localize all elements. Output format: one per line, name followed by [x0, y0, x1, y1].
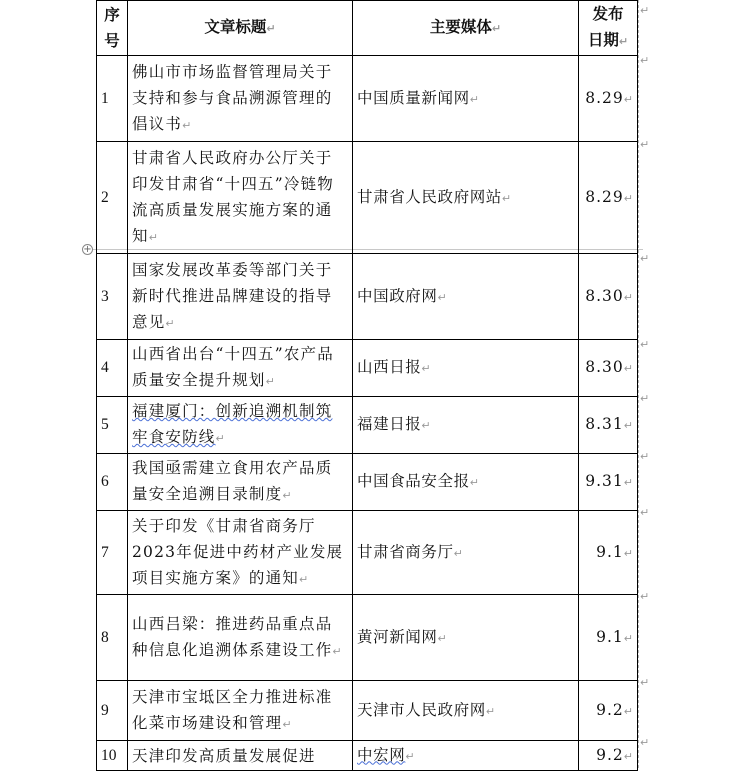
media-source-text: 天津市人民政府网: [357, 700, 486, 719]
table-move-handle[interactable]: +: [83, 244, 92, 255]
article-title: [128, 454, 353, 511]
header-media: [353, 1, 579, 56]
publish-date-text: 8.30: [585, 286, 624, 305]
publish-date-text: 9.1: [596, 542, 624, 561]
media-source-text: 中宏网: [357, 745, 406, 764]
row-number: 5: [97, 397, 128, 454]
paragraph-mark: ↵: [623, 749, 633, 763]
row-number: 4: [97, 340, 128, 397]
end-of-row-mark: ↵: [640, 338, 650, 351]
publish-date-text: 9.2: [596, 745, 624, 764]
paragraph-mark: ↵: [469, 476, 479, 489]
media-source-text: 福建日报: [357, 415, 422, 433]
row-number: 7: [97, 511, 128, 595]
paragraph-mark: ↵: [266, 22, 276, 35]
table-row: [97, 454, 638, 511]
publish-date: [579, 56, 638, 142]
article-title-text: 福建厦门：创新追溯机制筑牢食安防线: [132, 402, 333, 446]
header-title: [128, 1, 353, 56]
paragraph-mark: ↵: [421, 362, 431, 375]
paragraph-mark: ↵: [282, 489, 292, 502]
media-source-text: 中国质量新闻网: [357, 88, 470, 107]
article-title: [128, 142, 353, 254]
paragraph-mark: ↵: [215, 432, 225, 445]
header-seq-line1: 序: [104, 5, 120, 24]
end-of-row-mark: ↵: [640, 54, 650, 67]
media-source: [353, 340, 579, 397]
article-title-text: 甘肃省人民政府办公厅关于印发甘肃省“十四五”冷链物流高质量发展实施方案的通知: [132, 148, 334, 245]
media-source-text: 甘肃省商务厅: [357, 542, 454, 561]
media-source: [353, 741, 579, 771]
paragraph-mark: ↵: [182, 118, 192, 132]
table-row: [97, 56, 638, 142]
paragraph-mark: ↵: [491, 22, 502, 35]
publish-date: [579, 142, 638, 254]
publish-date-text: 9.1: [596, 627, 624, 646]
end-of-row-mark: ↵: [640, 506, 650, 519]
paragraph-mark: ↵: [623, 290, 633, 304]
publish-date: [579, 511, 638, 595]
paragraph-mark: ↵: [469, 92, 479, 106]
right-margin-guide: [638, 0, 639, 768]
paragraph-mark: ↵: [282, 717, 292, 731]
article-title-text: 山西吕梁：推进药品重点品种信息化追溯体系建设工作: [132, 614, 333, 659]
paragraph-mark: ↵: [165, 316, 175, 330]
media-source-text: 黄河新闻网: [357, 627, 438, 646]
publish-date: [579, 595, 638, 681]
paragraph-mark: ↵: [437, 631, 447, 645]
article-title: [128, 254, 353, 340]
publish-date: [579, 340, 638, 397]
publish-date: [579, 454, 638, 511]
end-of-row-mark: ↵: [640, 736, 650, 749]
table-row: [97, 142, 638, 254]
media-source-text: 中国食品安全报: [357, 472, 470, 490]
media-source: [353, 254, 579, 340]
paragraph-mark: ↵: [623, 191, 633, 205]
article-title: [128, 511, 353, 595]
end-of-row-mark: ↵: [640, 4, 650, 17]
table-row: [97, 741, 638, 771]
publish-date-text: 8.29: [585, 88, 624, 107]
paragraph-mark: ↵: [623, 362, 633, 375]
row-number: 2: [97, 142, 128, 254]
end-of-row-mark: ↵: [640, 450, 650, 463]
row-number: 10: [97, 741, 128, 771]
publish-date-text: 9.31: [585, 472, 624, 490]
media-source: [353, 397, 579, 454]
paragraph-mark: ↵: [501, 191, 512, 205]
media-source: [353, 595, 579, 681]
article-title: [128, 397, 353, 454]
table-row: [97, 397, 638, 454]
publish-date: [579, 741, 638, 771]
media-source-text: 中国政府网: [357, 286, 438, 305]
header-seq-line2: 号: [104, 31, 120, 50]
header-title-label: 文章标题: [204, 17, 267, 36]
row-number: 6: [97, 454, 128, 511]
article-title: [128, 340, 353, 397]
paragraph-mark: ↵: [623, 631, 633, 645]
paragraph-mark: ↵: [623, 704, 633, 718]
paragraph-mark: ↵: [148, 230, 158, 244]
end-of-row-mark: ↵: [640, 252, 650, 265]
publish-date: [579, 254, 638, 340]
header-seq: [97, 1, 128, 56]
article-title-text: 国家发展改革委等部门关于新时代推进品牌建设的指导意见: [132, 260, 333, 331]
header-date: [579, 1, 638, 56]
article-title: [128, 741, 353, 771]
publish-date-text: 8.30: [585, 358, 624, 376]
paragraph-mark: ↵: [618, 35, 629, 48]
table-row: [97, 511, 638, 595]
end-of-row-mark: ↵: [640, 138, 650, 151]
row-number: 9: [97, 681, 128, 741]
article-title: [128, 595, 353, 681]
media-source: [353, 56, 579, 142]
paragraph-mark: ↵: [265, 375, 275, 388]
media-source: [353, 511, 579, 595]
paragraph-mark: ↵: [623, 476, 633, 489]
paragraph-mark: ↵: [453, 546, 463, 560]
table-row: [97, 254, 638, 340]
media-source: [353, 681, 579, 741]
article-title-text: 关于印发《甘肃省商务厅2023年促进中药材产业发展项目实施方案》的通知: [132, 516, 344, 587]
article-title-text: 佛山市市场监督管理局关于支持和参与食品溯源管理的倡议书: [132, 62, 333, 133]
article-title-text: 天津印发高质量发展促进: [132, 746, 316, 765]
row-number: 1: [97, 56, 128, 142]
publish-date: [579, 681, 638, 741]
table-row: [97, 681, 638, 741]
article-title-text: 山西省出台“十四五”农产品质量安全提升规划: [132, 345, 334, 389]
paragraph-mark: ↵: [623, 419, 633, 432]
article-title: [128, 681, 353, 741]
publish-date-text: 8.29: [585, 187, 624, 206]
paragraph-mark: ↵: [299, 572, 309, 586]
paragraph-mark: ↵: [623, 92, 633, 106]
media-source: [353, 142, 579, 254]
publish-date: [579, 397, 638, 454]
media-source-text: 山西日报: [357, 358, 422, 376]
article-title-text: 天津市宝坻区全力推进标准化菜市场建设和管理: [132, 687, 333, 732]
header-date-line1: 发布: [592, 4, 624, 23]
article-title-text: 我国亟需建立食用农产品质量安全追溯目录制度: [132, 459, 333, 503]
publish-date-text: 9.2: [596, 700, 624, 719]
publish-date-text: 8.31: [585, 415, 624, 433]
media-source-text: 甘肃省人民政府网站: [357, 187, 502, 206]
article-title: [128, 56, 353, 142]
table-row: [97, 340, 638, 397]
table-header-row: [97, 1, 638, 56]
row-number: 3: [97, 254, 128, 340]
paragraph-mark: ↵: [405, 749, 415, 763]
media-source: [353, 454, 579, 511]
paragraph-mark: ↵: [332, 644, 342, 658]
paragraph-mark: ↵: [485, 704, 496, 718]
paragraph-mark: ↵: [421, 419, 431, 432]
paragraph-mark: ↵: [437, 290, 447, 304]
paragraph-mark: ↵: [623, 546, 633, 560]
row-number: 8: [97, 595, 128, 681]
end-of-row-mark: ↵: [640, 590, 650, 603]
end-of-row-mark: ↵: [640, 676, 650, 689]
header-date-line2: 日期: [587, 30, 619, 49]
article-table: [96, 0, 638, 771]
header-media-label: 主要媒体: [429, 17, 492, 36]
end-of-row-mark: ↵: [640, 392, 650, 405]
table-row: [97, 595, 638, 681]
